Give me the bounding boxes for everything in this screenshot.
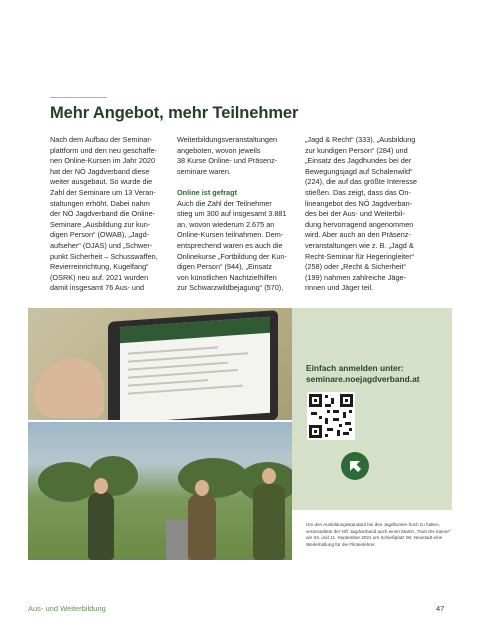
paragraph: Nach dem Aufbau der Seminar- plattform und den neu geschaffe- nen Online-Kursen im Jahr 2020 hat der NÖ Jagdverband diese weiter ausgebaut. So wurde die Zahl der Seminare um 13 Veran- staltungen erhöht. Dabei nahm der NÖ Jagdverband die Online- Seminare „Ausbildung zur kun- digen Person“ (OWAB), „Jagd- aufseher“ (OJAS) und „Schwer- punkt Sicherheit – Schusswaffen, Revierreinrichtung, Kugelfang“ (OSRK) neu auf. 2021 wurden damit insgesamt 76 Aus- und: [50, 135, 158, 293]
arrow-up-left-icon: [341, 452, 369, 480]
text-column-3: [305, 135, 423, 294]
photo-credit-bottom: Foto: NÖ Jagdverband: [18, 509, 24, 560]
website-screen: [120, 317, 270, 420]
paragraph: „Jagd & Recht“ (333), „Ausbildung zur kundigen Person“ (284) und „Einsatz des Jagdhundes bei der Bewegungsjagd auf Schalenwild“ (224), die auf das größte Interesse stießen. Das zeigt, dass das On- lineangebot des NÖ Jagdverban- des bei der Aus- und Weiterbil- dung hervorragend angenommen wird. Aber auch an den Präsenz- veranstaltungen wie z. B. „Jagd & Recht-Seminar für Hegeringleiter“ (258) oder „Recht & Sicherheit“ (199) nahmen zahlreiche Jäge- rinnen und Jäger teil.: [305, 135, 417, 293]
subheading: Online ist gefragt: [177, 187, 238, 197]
paragraph: Weiterbildungsveranstaltungen angeboten, wovon jeweils 38 Kurse Online- und Präsenz- seminare waren.: [177, 135, 278, 176]
photo-credit-top: Foto: Adobe Stock: [18, 363, 30, 390]
laptop-photo: [28, 308, 292, 420]
promo-line-1: Einfach anmelden unter:: [306, 363, 404, 373]
promo-url[interactable]: seminare.noejagdverband.at: [306, 374, 420, 384]
text-column-2: [177, 135, 295, 294]
footer-section: Aus- und Weiterbildung: [28, 604, 106, 613]
page-number: 47: [436, 604, 445, 613]
qr-code-icon[interactable]: [307, 392, 355, 440]
promo-text: [306, 363, 420, 385]
shooting-photo: [28, 422, 292, 560]
text-column-1: [50, 135, 168, 294]
photo-caption: Um den Ausbildungsstandard bei den Jagdkursen hoch zu halten, veranstaltete der NÖ Jagdverband auch einen Martin „Train the trainer“ am 04. und 11. September 2021 am Schießplatz Wr. Neustadt eine Weiterbildung für die Flintenlehrer.: [306, 522, 451, 547]
article-title: Mehr Angebot, mehr Teilnehmer: [50, 104, 299, 122]
paragraph: Auch die Zahl der Teilnehmer stieg um 300 auf insgesamt 3.881 an, wovon wiederum 2.675 an Online-Kursen teilnahmen. Dem- entsprechend waren es auch die Onlinekurse „Fortbildung der Kun- digen Person“ (944), „Einsatz von künstlichen Nachtzielhilfen zur Schwarzwildbejagung“ (570),: [177, 198, 287, 293]
title-rule: [50, 97, 107, 98]
hand-image: [34, 358, 104, 418]
